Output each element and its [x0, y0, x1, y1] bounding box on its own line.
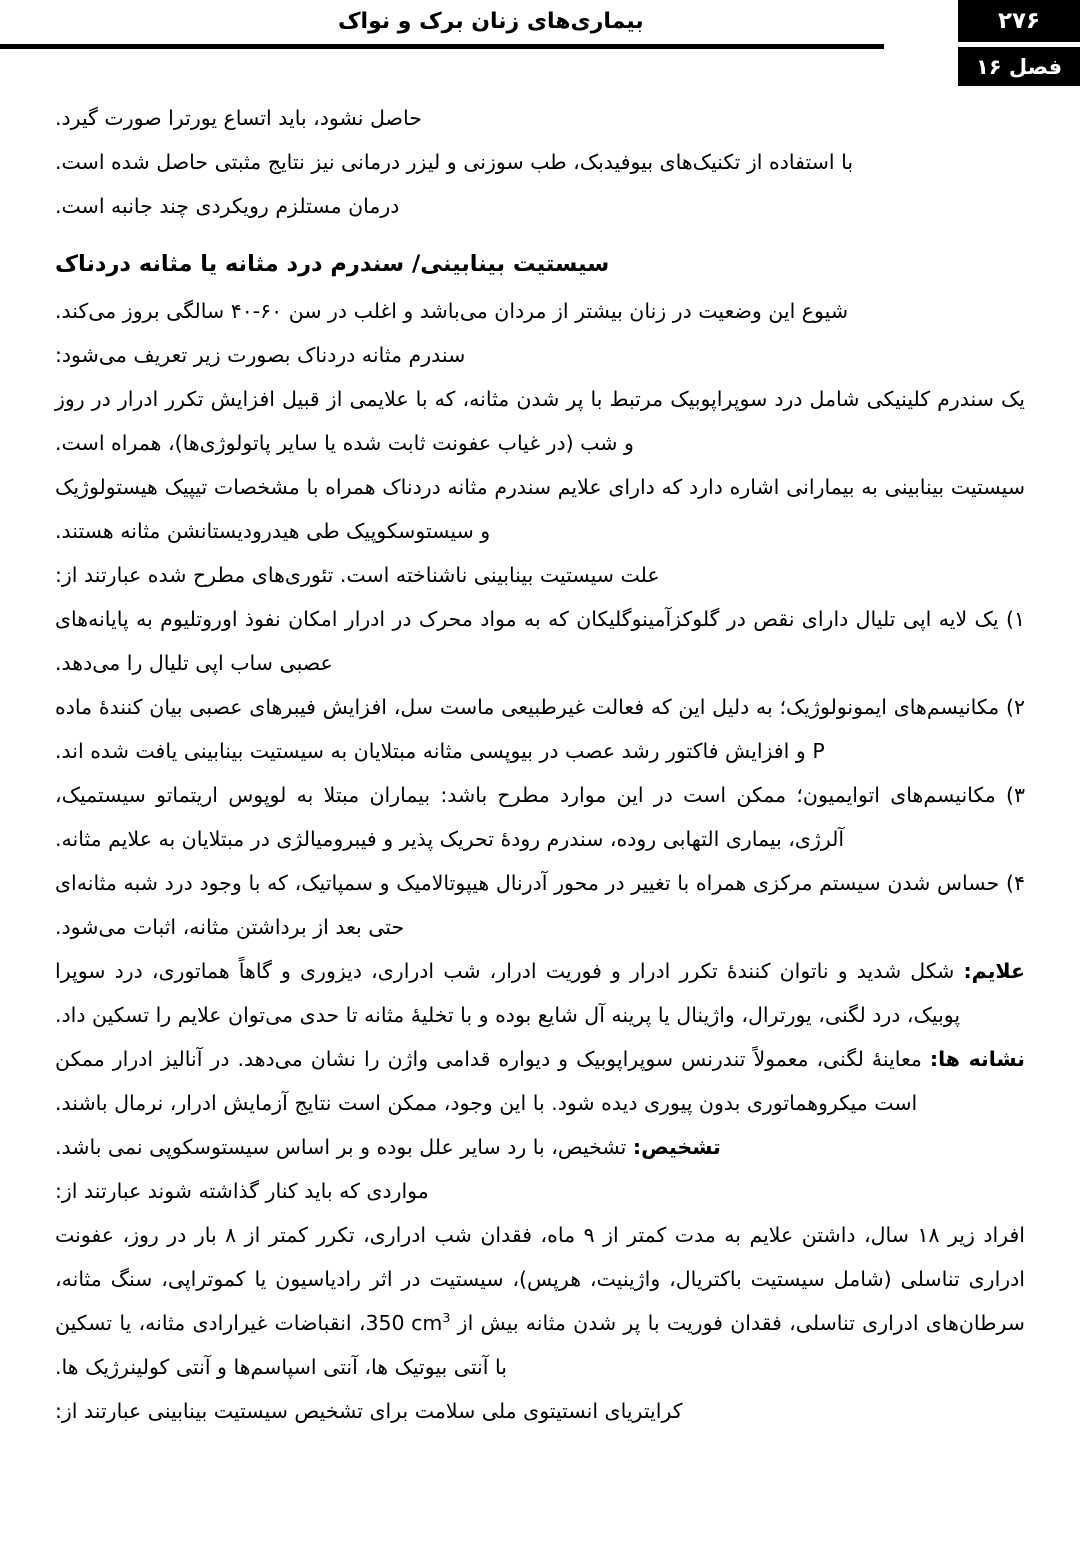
diagnosis-paragraph [55, 1125, 1025, 1169]
bladder-volume-number: 350 cm [365, 1311, 443, 1335]
symptoms-label: علایم: [963, 959, 1025, 983]
theory-item-4: ۴) حساس شدن سیستم مرکزی همراه با تغییر در محور آدرنال هیپوتالامیک و سمپاتیک، که با وجود درد شبه مثانه‌ای حتی بعد از برداشتن مثانه، اثبات می‌شود. [55, 871, 1025, 939]
header-title-row [0, 0, 1080, 44]
paragraph-interstitial-cystitis-def: سیستیت بینابینی به بیمارانی اشاره دارد که دارای علایم سندرم مثانه دردناک همراه با مشخصات تیپیک هیستولوژیک و سیستوسکوپیک طی هیدرودیستانشن مثانه هستند. [55, 475, 1025, 543]
diagnosis-label: تشخیص: [632, 1135, 721, 1159]
page-content [55, 96, 1025, 1433]
book-title: بیماری‌های زنان برک و نواک [338, 9, 644, 34]
paragraph-prevalence: شیوع این وضعیت در زنان بیشتر از مردان می‌باشد و اغلب در سن ۶۰-۴۰ سالگی بروز می‌کند. [55, 299, 848, 323]
theory-item-2: ۲) مکانیسم‌های ایمونولوژیک؛ به دلیل این که فعالت غیرطبیعی ماست سل، افزایش فیبرهای عصبی بیان کنندهٔ ماده P و افزایش فاکتور رشد عصب در بیوپسی مثانه مبتلایان به سیستیت بینابینی یافت شده اند. [55, 695, 1025, 763]
chapter-label: فصل ۱۶ [958, 47, 1080, 86]
theory-item-1: ۱) یک لایه اپی تلیال دارای نقص در گلوکزآمینوگلیکان که به مواد محرک در ادرار امکان نفوذ اوروتلیوم به پایانه‌های عصبی ساب اپی تلیال را می‌دهد. [55, 607, 1025, 675]
paragraph-etiology-intro: علت سیستیت بینابینی ناشناخته است. تئوری‌های مطرح شده عبارتند از: [55, 563, 660, 587]
page-header [0, 0, 1080, 86]
intro-line-3: درمان مستلزم رویکردی چند جانبه است. [55, 194, 400, 218]
intro-line-1: حاصل نشود، باید اتساع یورترا صورت گیرد. [55, 106, 422, 130]
exclusion-intro: مواردی که باید کنار گذاشته شوند عبارتند از: [55, 1179, 429, 1203]
symptoms-text: شکل شدید و ناتوان کنندهٔ تکرر ادرار و فوریت ادرار، شب ادراری، دیزوری و گاهاً هماتوری، درد سوپرا پوبیک، درد لگنی، یورترال، واژینال یا پرینه آل شایع بوده و با تخلیهٔ مثانه تا حدی می‌توان علایم را تسکین داد. [55, 959, 964, 1027]
signs-paragraph [55, 1037, 1025, 1125]
bladder-volume-exponent: 3 [442, 1310, 451, 1326]
exclusion-text-part-1: افراد زیر ۱۸ سال، داشتن علایم به مدت کمتر از ۹ ماه، فقدان شب ادراری، تکرر کمتر از ۸ بار در روز، عفونت ادراری تناسلی (شامل سیستیت باکتریال، واژینیت، هرپس)، سیستیت در اثر رادیاسیون یا کموتراپی، سنگ مثانه، سرطان‌های ادراری تناسلی، فقدان فوریت با پر شدن مثانه بیش از [55, 1223, 1025, 1335]
bladder-volume-value [365, 1301, 450, 1345]
paragraph-definition-intro: سندرم مثانه دردناک بصورت زیر تعریف می‌شود: [55, 343, 466, 367]
exclusion-criteria-paragraph [55, 1213, 1025, 1389]
theory-item-3: ۳) مکانیسم‌های اتوایمیون؛ ممکن است در این موارد مطرح باشد: بیماران مبتلا به لوپوس اریتماتو سیستمیک، آلرژی، بیماری التهابی روده، سندرم رودهٔ تحریک پذیر و فیبرومیالژی در مبتلایان به علایم مثانه. [55, 783, 1025, 851]
signs-label: نشانه ها: [929, 1047, 1025, 1071]
section-heading-interstitial-cystitis: سیستیت بینابینی/ سندرم درد مثانه یا مثانه دردناک [55, 251, 610, 277]
page-number: ۲۷۶ [958, 0, 1080, 42]
signs-text: معاینهٔ لگنی، معمولاً تندرنس سوپراپوبیک و دیواره قدامی واژن را نشان می‌دهد. در آنالیز ادرار ممکن است میکروهماتوری بدون پیوری دیده شود. با این وجود، ممکن است نتایج آزمایش ادرار، نرمال باشند. [55, 1047, 930, 1115]
intro-line-2: با استفاده از تکنیک‌های بیوفیدبک، طب سوزنی و لیزر درمانی نیز نتایج مثبتی حاصل شده است. [55, 150, 854, 174]
symptoms-paragraph [55, 949, 1025, 1037]
exclusion-text-part-2: ، انقباضات غیرارادی مثانه، یا تسکین با آنتی بیوتیک ها، آنتی اسپاسم‌ها و آنتی کولینرژیک ها. [55, 1311, 507, 1379]
paragraph-clinical-syndrome: یک سندرم کلینیکی شامل درد سوپراپوبیک مرتبط با پر شدن مثانه، که با علایمی از قبیل افزایش تکرر ادرار در روز و شب (در غیاب عفونت ثابت شده یا سایر پاتولوژی‌ها)، همراه است. [55, 387, 1025, 455]
header-divider-rule [0, 44, 884, 49]
nih-criteria-line: کرایتریای انستیتوی ملی سلامت برای تشخیص سیستیت بینابینی عبارتند از: [55, 1399, 683, 1423]
diagnosis-text: تشخیص، با رد سایر علل بوده و بر اساس سیستوسکوپی نمی باشد. [55, 1135, 633, 1159]
